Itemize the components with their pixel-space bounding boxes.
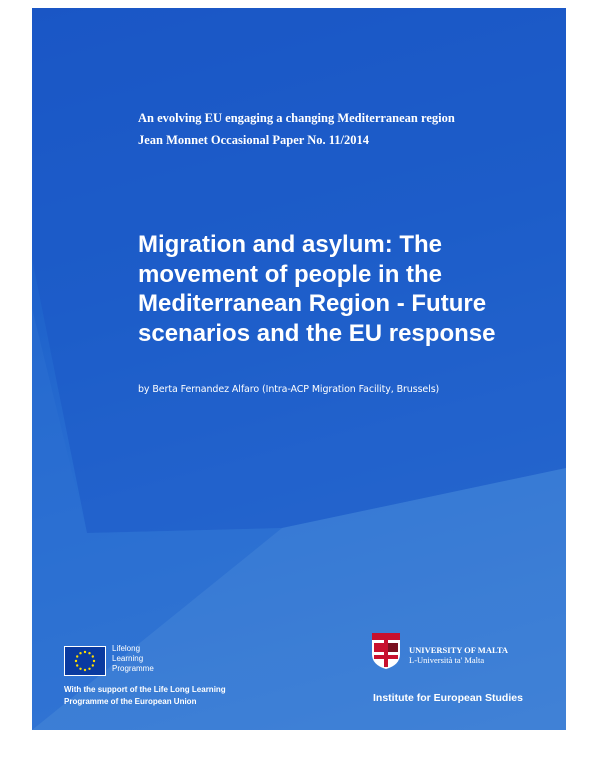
eu-support-line2: Programme of the European Union: [64, 696, 197, 706]
eu-programme-name: [112, 644, 154, 674]
series-title: An evolving EU engaging a changing Mediterranean region: [138, 111, 455, 125]
paper-number: Jean Monnet Occasional Paper No. 11/2014: [138, 133, 370, 147]
university-name-mt: L-Università ta' Malta: [409, 655, 485, 665]
document-title: Migration and asylum: The movement of people in the Mediterranean Region - Future scenarios and the EU response: [138, 231, 496, 347]
eu-programme-line1: Lifelong: [112, 644, 141, 653]
eu-programme-line3: Programme: [112, 664, 154, 673]
university-name: [409, 645, 508, 665]
eu-support-line1: With the support of the Life Long Learning: [64, 685, 226, 694]
author-line: by Berta Fernandez Alfaro (Intra-ACP Migration Facility, Brussels): [138, 384, 440, 395]
eu-support-note: [64, 684, 226, 707]
eu-flag-icon: [64, 646, 106, 676]
eu-stars: [65, 647, 105, 675]
university-crest-icon: [371, 632, 401, 670]
cover-panel: [32, 8, 566, 730]
institute-name: Institute for European Studies: [373, 692, 523, 704]
eu-programme-line2: Learning: [112, 654, 144, 663]
cover-subtitle: [138, 107, 558, 151]
university-name-en: UNIVERSITY OF MALTA: [409, 645, 509, 655]
